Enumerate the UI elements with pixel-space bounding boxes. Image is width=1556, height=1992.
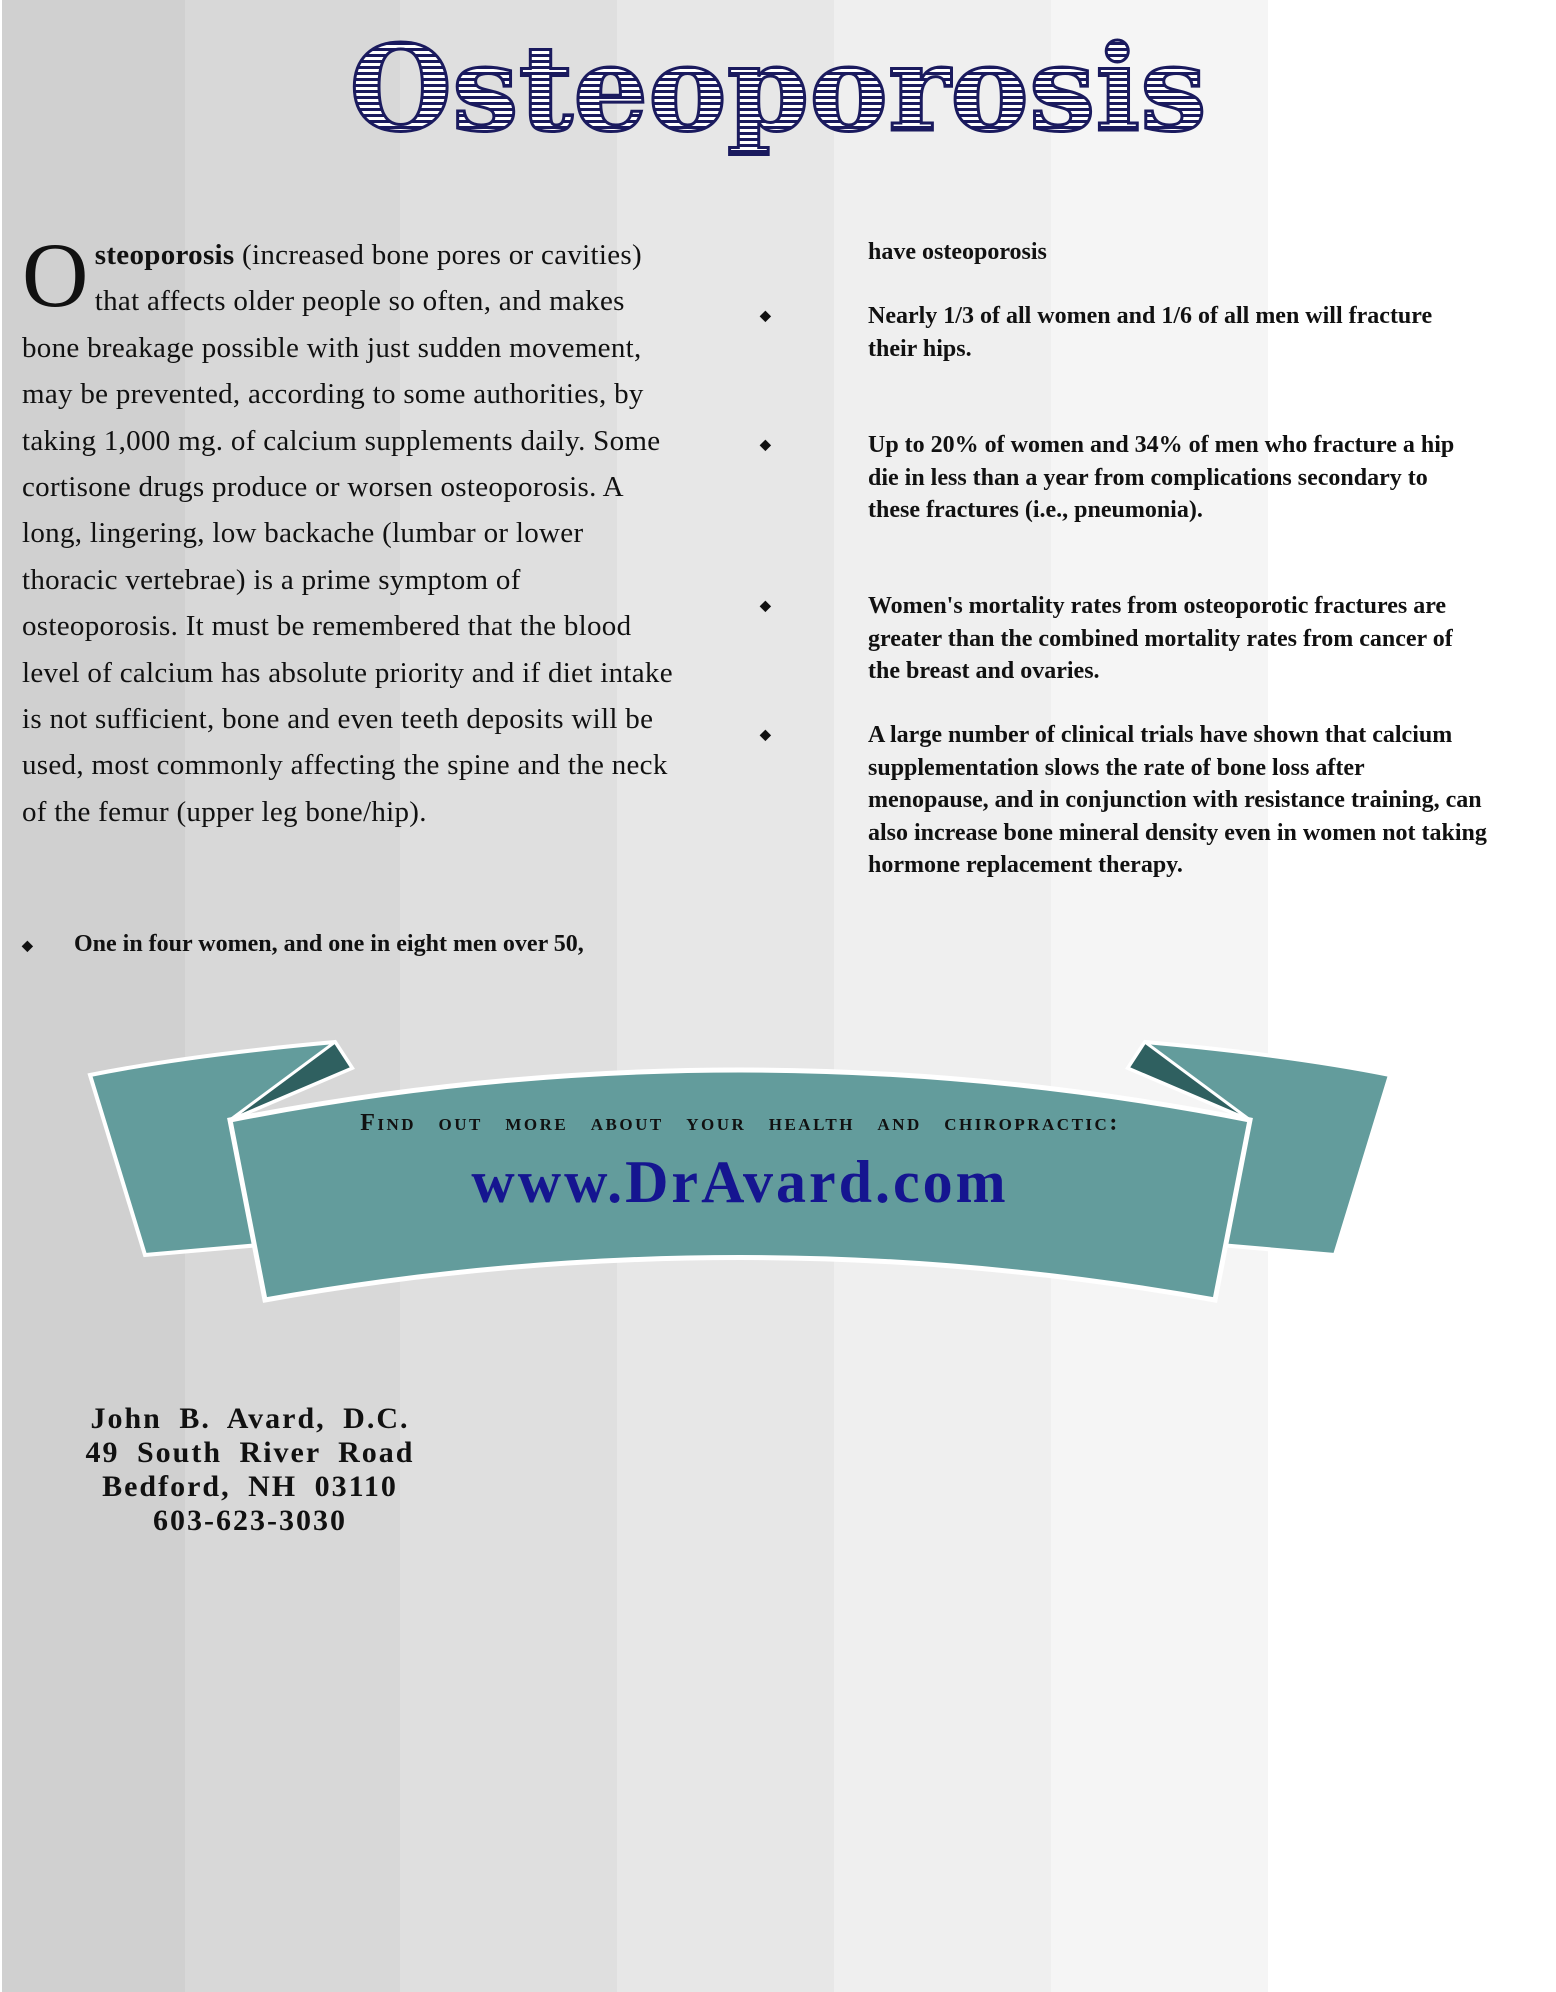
dropcap-letter: O [22, 224, 89, 326]
intro-paragraph [22, 224, 682, 835]
intro-body: (increased bone pores or cavities) that affects older people so often, and makes bone breakage possible with just sudden movement, may be prevented, according to some authorities, by taking 1,000 mg. of calcium supplements daily. Some cortisone drugs produce or worsen osteoporosis. A long, lingering, low backache (lumbar or lower thoracic vertebrae) is a prime symptom of osteoporosis. It must be remembered that the blood level of calcium has absolute priority and if diet intake is not sufficient, bone and even teeth deposits will be used, most commonly affecting the spine and the neck of the femur (upper leg bone/hip). [22, 239, 673, 828]
banner-tagline: Find out more about your health and chiropractic: [360, 1110, 1120, 1136]
doctor-name: John B. Avard, D.C. [90, 1402, 410, 1435]
ribbon-banner [80, 1030, 1400, 1330]
street-address: 49 South River Road [85, 1436, 415, 1469]
website-link[interactable]: www.DrAvard.com [471, 1149, 1009, 1215]
diamond-bullet-icon: ◆ [760, 309, 771, 324]
intro-lead-word: steoporosis [94, 239, 235, 271]
title-block [0, 18, 1556, 168]
phone-number: 603-623-3030 [153, 1504, 347, 1537]
diamond-bullet-icon: ◆ [760, 728, 771, 743]
diamond-bullet-icon: ◆ [22, 939, 33, 954]
contact-block [40, 1402, 460, 1538]
fact-text: Up to 20% of women and 34% of men who fracture a hip die in less than a year from complications secondary to these fractures (i.e., pneumonia). [868, 432, 1455, 523]
fact-text: have osteoporosis [868, 239, 1047, 265]
fact-text: Nearly 1/3 of all women and 1/6 of all men will fracture their hips. [868, 303, 1433, 362]
fact-text: A large number of clinical trials have shown that calcium supplementation slows the rate of bone loss after menopause, and in conjunction with resistance training, can also increase bone mineral density even in women not taking hormone replacement therapy. [868, 722, 1487, 878]
page-title: Osteoporosis [349, 19, 1207, 158]
fact-text: One in four women, and one in eight men over 50, [74, 931, 584, 957]
fact-text: Women's mortality rates from osteoporotic fractures are greater than the combined mortality rates from cancer of the breast and ovaries. [868, 593, 1453, 684]
title-graphic [0, 18, 1556, 168]
diamond-bullet-icon: ◆ [760, 438, 771, 453]
city-state-zip: Bedford, NH 03110 [102, 1470, 398, 1503]
diamond-bullet-icon: ◆ [760, 599, 771, 614]
